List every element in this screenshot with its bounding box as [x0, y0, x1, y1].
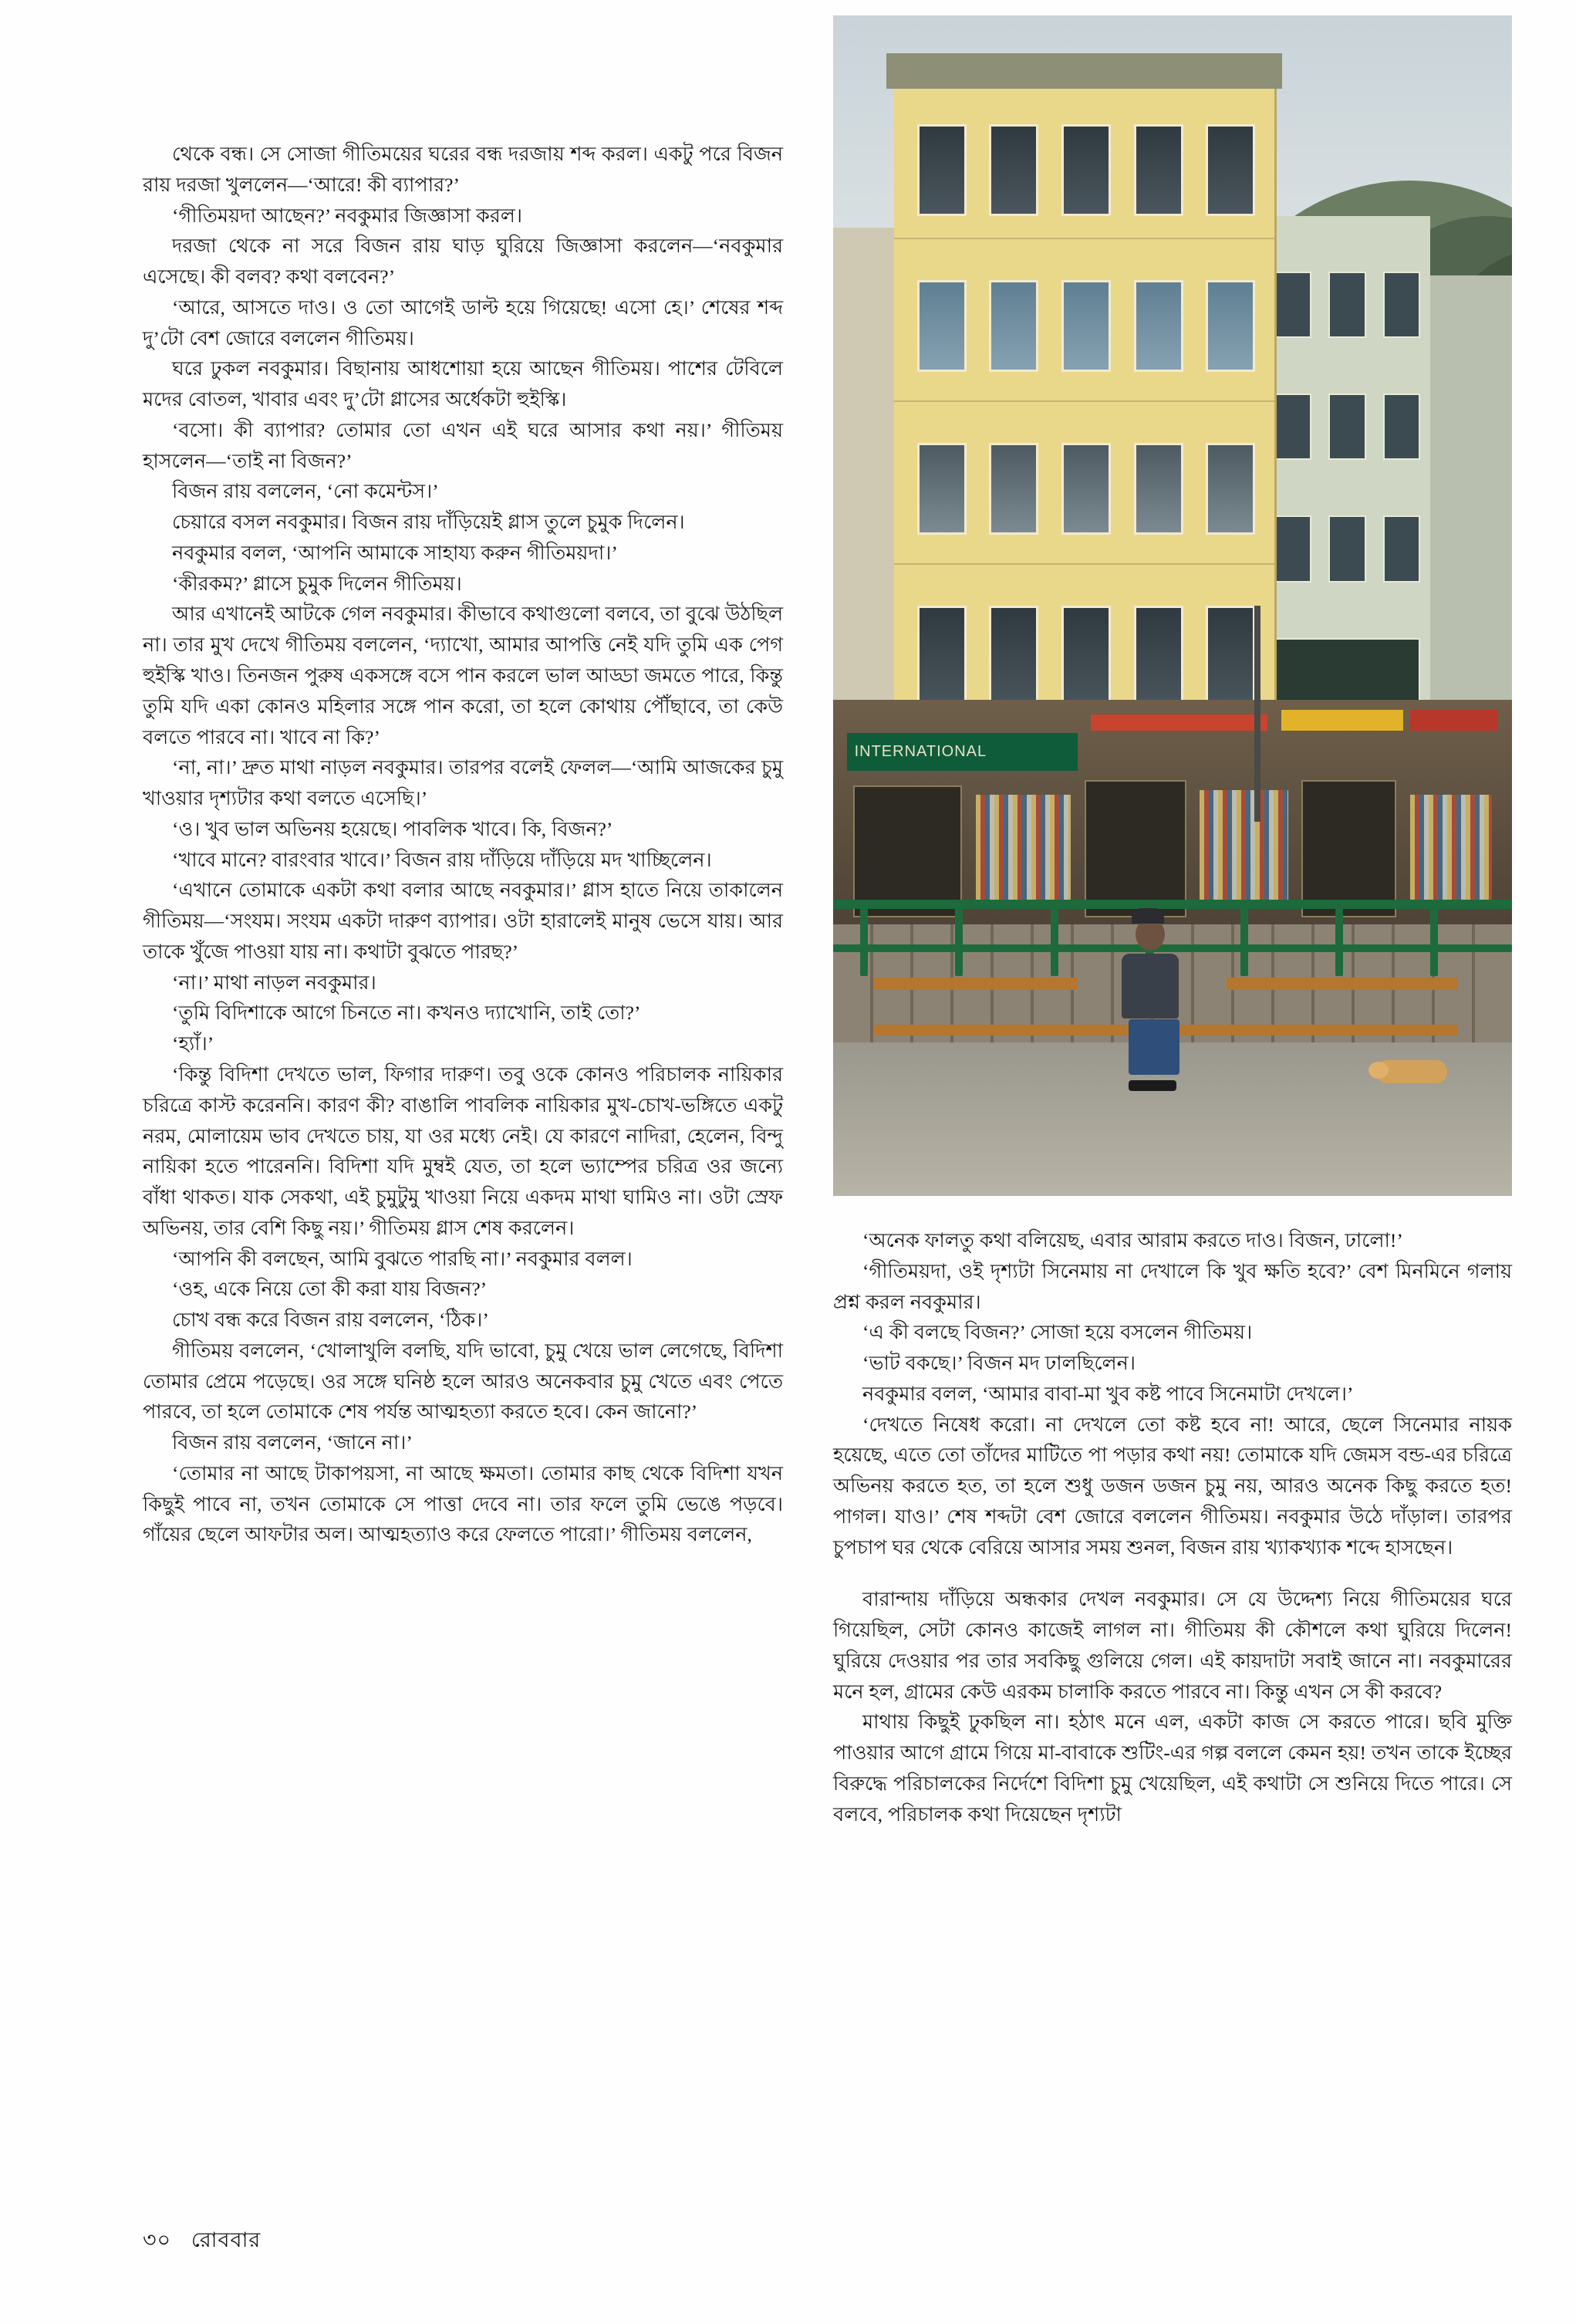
paragraph: গীতিময় বললেন, ‘খোলাখুলি বলছি, যদি ভাবো, চুমু খেয়ে ভাল লেগেছে, বিদিশা তোমার প্রেমে পড়েছে। ওর সঙ্গে ঘনিষ্ঠ হলে আরও অনেকবার চুমু খেতে এবং পেতে পারবে, তা হলে তোমাকে শেষ পর্যন্ত আত্মহত্যা করতে হবে। কেন জানো?’ — [143, 1339, 783, 1424]
paragraph: বারান্দায় দাঁড়িয়ে অন্ধকার দেখল নবকুমার। সে যে উদ্দেশ্য নিয়ে গীতিময়ের ঘরে গিয়েছিল, সেটা কোনও কাজেই লাগল না। গীতিময় কী কৌশলে কথা ঘুরিয়ে দিলেন! ঘুরিয়ে দেওয়ার পর তার সবকিছু গুলিয়ে গেল। এই কায়দাটা সবাই জানে না। নবকুমারের মনে হল, গ্রামের কেউ এরকম চালাকি করতে পারবে না। কিন্তু এখন সে কী করবে? — [833, 1588, 1512, 1703]
paragraph: ‘গীতিময়দা আছেন?’ নবকুমার জিজ্ঞাসা করল। — [172, 204, 522, 227]
paragraph: ‘তুমি বিদিশাকে আগে চিনতে না। কখনও দ্যাখোনি, তাই তো?’ — [172, 1002, 641, 1025]
shop-signboard: INTERNATIONAL — [847, 733, 1078, 771]
roofline — [886, 53, 1282, 89]
paragraph: ‘ওহ, একে নিয়ে তো কী করা যায় বিজন?’ — [172, 1278, 488, 1301]
paragraph: নবকুমার বলল, ‘আপনি আমাকে সাহায্য করুন গীতিময়দা।’ — [172, 541, 618, 564]
seated-man-torso — [1122, 954, 1179, 1018]
paragraph: ‘আপনি কী বলছেন, আমি বুঝতে পারছি না।’ নবকুমার বলল। — [172, 1247, 633, 1270]
page-number: ৩০ — [143, 2228, 172, 2251]
sleeping-dog — [1376, 1060, 1447, 1083]
seated-man-shoes — [1129, 1080, 1176, 1091]
seated-man-head — [1136, 918, 1165, 951]
paragraph: ‘ভাট বকছে।’ বিজন মদ ঢালছিলেন। — [862, 1352, 1136, 1375]
page-footer — [143, 2224, 261, 2259]
magazine-name: রোববার — [191, 2228, 262, 2251]
paragraph: নবকুমার বলল, ‘আমার বাবা-মা খুব কষ্ট পাবে সিনেমাটা দেখলে।’ — [862, 1382, 1354, 1405]
paragraph: ‘তোমার না আছে টাকাপয়সা, না আছে ক্ষমতা। তোমার কাছ থেকে বিদিশা যখন কিছুই পাবে না, তখন তোমাকে সে পাত্তা দেবে না। তার ফলে তুমি ভেঙে পড়বে। গাঁয়ের ছেলে আফটার অল। আত্মহত্যাও করে ফেলতে পারো।’ গীতিময় বললেন, — [143, 1461, 783, 1546]
paragraph: ‘না।’ মাথা নাড়ল নবকুমার। — [172, 971, 376, 994]
seated-man-cap — [1132, 908, 1164, 924]
paragraph: মাথায় কিছুই ঢুকছিল না। হঠাৎ মনে এল, একটা কাজ সে করতে পারে। ছবি মুক্তি পাওয়ার আগে গ্রামে গিয়ে মা-বাবাকে শুটিং-এর গল্প বললে কেমন হয়! তখন তাকে ইচ্ছের বিরুদ্ধে পরিচালকের নির্দেশে বিদিশা চুমু খেয়েছিল, এই কথাটা সে শুনিয়ে দিতে পারে। সে বলবে, পরিচালক কথা দিয়েছেন দৃশ্যটা — [833, 1711, 1512, 1826]
paragraph: দরজা থেকে না সরে বিজন রায় ঘাড় ঘুরিয়ে জিজ্ঞাসা করলেন—‘নবকুমার এসেছে। কী বলব? কথা বলবেন?’ — [143, 235, 783, 289]
paragraph: ‘এ কী বলছে বিজন?’ সোজা হয়ে বসলেন গীতিময়। — [862, 1321, 1253, 1344]
paragraph: থেকে বন্ধ। সে সোজা গীতিময়ের ঘরের বন্ধ দরজায় শব্দ করল। একটু পরে বিজন রায় দরজা খুললেন—‘আরে! কী ব্যাপার?’ — [143, 143, 783, 196]
paragraph: বিজন রায় বললেন, ‘নো কমেন্টস।’ — [172, 480, 439, 503]
paragraph: চোখ বন্ধ করে বিজন রায় বললেন, ‘ঠিক।’ — [172, 1309, 489, 1332]
right-column — [833, 15, 1512, 2245]
paragraph: ‘এখানে তোমাকে একটা কথা বলার আছে নবকুমার।’ গ্লাস হাতে নিয়ে তাকালেন গীতিময়—‘সংযম। সংযম একটা দারুণ ব্যাপার। ওটা হারালেই মানুষ ভেসে যায়। আর তাকে খুঁজে পাওয়া যায় না। কথাটা বুঝতে পারছ?’ — [143, 879, 783, 963]
light-pole — [1254, 606, 1260, 822]
paragraph: ‘ও। খুব ভাল অভিনয় হয়েছে। পাবলিক খাবে। কি, বিজন?’ — [172, 817, 613, 840]
bench-right — [1227, 978, 1457, 990]
article-photograph — [833, 15, 1512, 1196]
right-body-text — [833, 1225, 1512, 1830]
paragraph: ‘অনেক ফালতু কথা বলিয়েছ, এবার আরাম করতে দাও। বিজন, ঢালো!’ — [862, 1229, 1403, 1252]
building-green — [1260, 216, 1430, 771]
paragraph: ‘গীতিময়দা, ওই দৃশ্যটা সিনেমায় না দেখালে কি খুব ক্ষতি হবে?’ বেশ মিনমিনে গলায় প্রশ্ন করল নবকুমার। — [833, 1259, 1512, 1313]
paragraph: আর এখানেই আটকে গেল নবকুমার। কীভাবে কথাগুলো বলবে, তা বুঝে উঠছিল না। তার মুখ দেখে গীতিময় বললেন, ‘দ্যাখো, আমার আপত্তি নেই যদি তুমি এক পেগ হুইস্কি খাও। তিনজন পুরুষ একসঙ্গে বসে পান করলে ভাল আড্ডা জমতে পারে, কিন্তু তুমি যদি একা কোনও মহিলার সঙ্গে পান করো, তা হলে কোথায় পৌঁছাবে, তা কেউ বলতে পারবে না। খাবে না কি?’ — [143, 603, 783, 748]
paragraph: ‘খাবে মানে? বারংবার খাবে।’ বিজন রায় দাঁড়িয়ে দাঁড়িয়ে মদ খাচ্ছিলেন। — [172, 848, 712, 871]
left-body-text — [143, 139, 783, 1550]
paragraph: ‘না, না।’ দ্রুত মাথা নাড়ল নবকুমার। তারপর বলেই ফেলল—‘আমি আজকের চুমু খাওয়ার দৃশ্যটার কথা বলতে এসেছি।’ — [143, 756, 783, 810]
bench-left — [874, 978, 1078, 990]
paragraph: ঘরে ঢুকল নবকুমার। বিছানায় আধশোয়া হয়ে আছেন গীতিময়। পাশের টেবিলে মদের বোতল, খাবার এবং দু’টো গ্লাসের অর্ধেকটা হুইস্কি। — [143, 357, 783, 411]
building-yellow — [894, 75, 1277, 783]
paragraph: ‘কিন্তু বিদিশা দেখতে ভাল, ফিগার দারুণ। তবু ওকে কোনও পরিচালক নায়িকার চরিত্রে কাস্ট করেননি। কারণ কী? বাঙালি পাবলিক নায়িকার মুখ-চোখ-ভঙ্গিতে একটু নরম, মোলায়েম ভাব দেখতে চায়, যা ওর মধ্যে নেই। যে কারণে নাদিরা, হেলেন, বিন্দু নায়িকা হতে পারেননি। বিদিশা যদি মুম্বই যেত, তা হলে ভ্যাম্পের চরিত্র ওর জন্যে বাঁধা থাকত। যাক সেকথা, এই চুমুটুমু খাওয়া নিয়ে একদম মাথা ঘামিও না। ওটা স্রেফ অভিনয়, তার বেশি কিছু নয়।’ গীতিময় গ্লাস শেষ করলেন। — [143, 1062, 783, 1239]
paragraph: ‘কীরকম?’ গ্লাসে চুমুক দিলেন গীতিময়। — [172, 572, 462, 595]
seated-man-legs — [1129, 1019, 1179, 1075]
building-right — [1417, 275, 1512, 772]
paragraph: ‘হ্যাঁ।’ — [172, 1032, 214, 1056]
photo-scene — [833, 15, 1512, 1196]
paragraph: ‘বসো। কী ব্যাপার? তোমার তো এখন এই ঘরে আসার কথা নয়।’ গীতিময় হাসলেন—‘তাই না বিজন?’ — [143, 418, 783, 472]
paragraph-gap — [833, 1562, 1512, 1584]
paragraph: ‘আরে, আসতে দাও। ও তো আগেই ডাল্ট হয়ে গিয়েছে! এসো হে।’ শেষের শব্দ দু’টো বেশ জোরে বললেন গীতিময়। — [143, 296, 783, 350]
paragraph: ‘দেখতে নিষেধ করো। না দেখলে তো কষ্ট হবে না! আরে, ছেলে সিনেমার নায়ক হয়েছে, এতে তো তাঁদের মাটিতে পা পড়ার কথা নয়! তোমাকে যদি জেমস বন্ড-এর চরিত্রে অভিনয় করতে হত, তা হলে শুধু ডজন ডজন চুমু নয়, আরও অনেক কিছু করতে হত! পাগল। যাও।’ শেষ শব্দটা বেশ জোরে বললেন গীতিময়। নবকুমার উঠে দাঁড়াল। তারপর চুপচাপ ঘর থেকে বেরিয়ে আসার সময় শুনল, বিজন রায় খ্যাকখ্যাক শব্দে হাসছেন। — [833, 1413, 1512, 1559]
left-text-column — [143, 139, 783, 2238]
paragraph: বিজন রায় বললেন, ‘জানে না।’ — [172, 1431, 413, 1454]
paragraph: চেয়ারে বসল নবকুমার। বিজন রায় দাঁড়িয়েই গ্লাস তুলে চুমুক দিলেন। — [172, 511, 685, 534]
